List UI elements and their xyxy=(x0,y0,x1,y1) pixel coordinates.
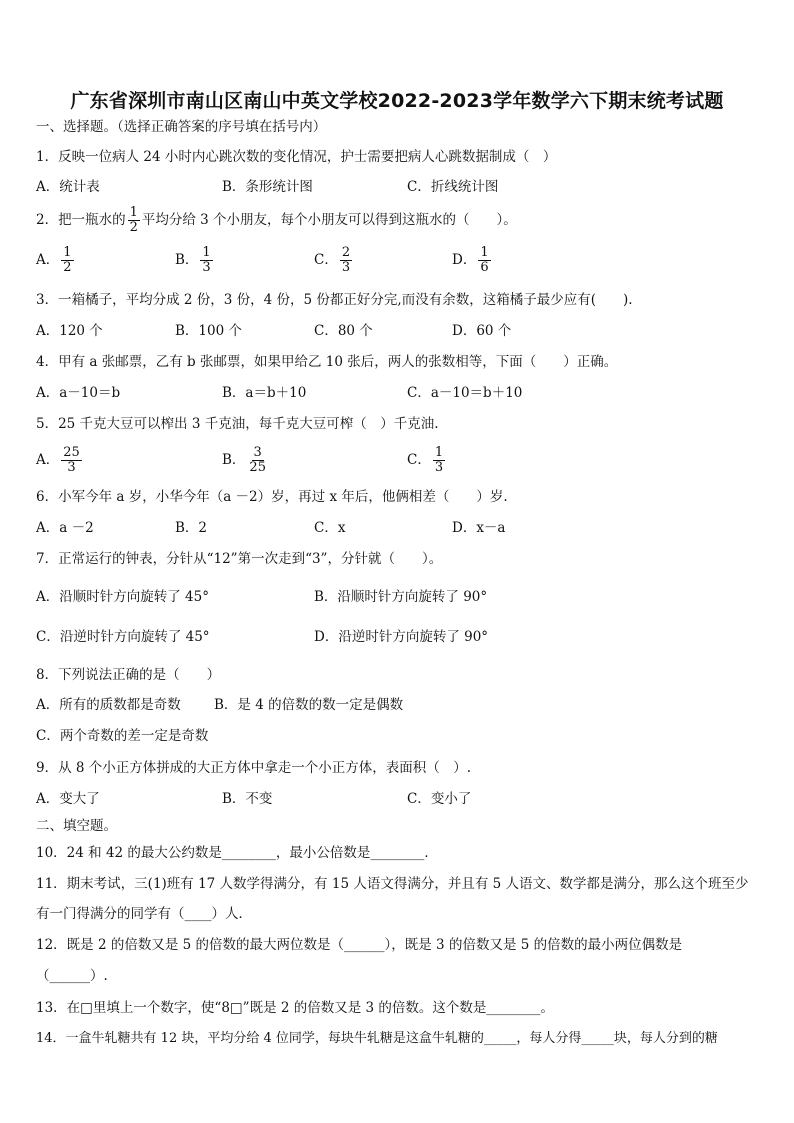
q2-option-b xyxy=(175,246,215,275)
q2-d-num: 1 xyxy=(480,245,489,260)
q4-option-c: C．a－10＝b＋10 xyxy=(407,385,523,401)
q4-option-b: B．a＝b＋10 xyxy=(222,385,307,401)
q1-option-a: A．统计表 xyxy=(36,179,100,195)
section-fill-heading: 二、填空题。 xyxy=(36,818,117,834)
q5-b-label: B． xyxy=(222,452,246,468)
question-8: 8．下列说法正确的是（ ） xyxy=(36,667,221,683)
q2-b-den: 3 xyxy=(202,260,211,275)
q5-b-den: 25 xyxy=(249,460,266,475)
q2-fraction-den: 2 xyxy=(129,220,138,235)
q6-option-c: C．x xyxy=(314,520,346,536)
q2-d-label: D． xyxy=(452,252,477,268)
question-7: 7．正常运行的钟表，分针从“12”第一次走到“3”，分针就（ ）。 xyxy=(36,551,443,567)
q2-c-den: 3 xyxy=(341,260,351,275)
q5-a-den: 3 xyxy=(67,460,76,475)
question-10: 10．24 和 42 的最大公约数是________，最小公倍数是________． xyxy=(36,845,438,861)
q5-option-c xyxy=(407,446,447,475)
q2-d-den: 6 xyxy=(480,260,489,275)
q6-option-d: D．x－a xyxy=(452,520,506,536)
question-11-line1: 11．期末考试，三(1)班有 17 人数学得满分，有 15 人语文得满分，并且有 5 人语文、数学都是满分，那么这个班至少 xyxy=(36,876,749,892)
q2-text-pre: 2．把一瓶水的 xyxy=(36,212,126,228)
q5-b-num: 3 xyxy=(253,445,262,460)
question-5: 5．25 千克大豆可以榨出 3 千克油，每千克大豆可榨（ ）千克油. xyxy=(36,416,439,432)
q5-option-b xyxy=(222,446,270,475)
question-6: 6．小军今年 a 岁，小华今年（a －2）岁，再过 x 年后，他俩相差（ ）岁. xyxy=(36,489,508,505)
q2-fraction xyxy=(128,206,140,235)
q2-a-label: A． xyxy=(36,252,60,268)
q5-c-den: 3 xyxy=(434,460,444,475)
q8-option-c: C．两个奇数的差一定是奇数 xyxy=(36,728,209,744)
q2-option-c xyxy=(314,246,354,275)
q8-option-a: A．所有的质数都是奇数 xyxy=(36,697,181,713)
q9-option-c: C．变小了 xyxy=(407,791,472,807)
question-12-line1: 12．既是 2 的倍数又是 5 的倍数的最大两位数是（______），既是 3 的倍数又是 5 的倍数的最小两位偶数是 xyxy=(36,937,683,953)
q7-option-a: A．沿顺时针方向旋转了 45° xyxy=(36,589,209,605)
q4-option-a: A．a－10＝b xyxy=(36,385,121,401)
question-1: 1．反映一位病人 24 小时内心跳次数的变化情况，护士需要把病人心跳数据制成（ ） xyxy=(36,149,557,165)
page-title: 广东省深圳市南山区南山中英文学校2022-2023学年数学六下期末统考试题 xyxy=(70,90,724,112)
q2-a-num: 1 xyxy=(63,245,72,260)
q5-a-num: 25 xyxy=(63,445,80,460)
section-choice-heading: 一、选择题。（选择正确答案的序号填在括号内） xyxy=(36,119,327,135)
q2-c-num: 2 xyxy=(341,245,351,260)
q6-option-b: B．2 xyxy=(175,520,208,536)
q6-option-a: A．a －2 xyxy=(36,520,94,536)
question-12-line2: （______）. xyxy=(36,968,108,984)
q1-option-b: B．条形统计图 xyxy=(222,179,313,195)
q7-option-c: C．沿逆时针方向旋转了 45° xyxy=(36,629,210,645)
q2-option-a xyxy=(36,246,76,275)
q1-option-c: C．折线统计图 xyxy=(407,179,499,195)
q3-option-c: C．80 个 xyxy=(314,323,373,339)
q3-option-b: B．100 个 xyxy=(175,323,242,339)
q9-option-b: B．不变 xyxy=(222,791,273,807)
question-3: 3．一箱橘子，平均分成 2 份，3 份，4 份，5 份都正好分完,而没有余数，这箱橘子最少应有( ). xyxy=(36,292,633,308)
question-2 xyxy=(36,206,517,235)
q2-b-label: B． xyxy=(175,252,199,268)
q2-fraction-num: 1 xyxy=(129,205,138,220)
q2-option-d xyxy=(452,246,493,275)
q7-option-b: B．沿顺时针方向旋转了 90° xyxy=(314,589,488,605)
question-14: 14．一盒牛轧糖共有 12 块，平均分给 4 位同学，每块牛轧糖是这盒牛轧糖的_____，每人分得_____块，每人分到的糖 xyxy=(36,1031,718,1046)
question-13: 13．在□里填上一个数字，使“8□”既是 2 的倍数又是 3 的倍数。这个数是________。 xyxy=(36,1000,554,1016)
q5-option-a xyxy=(36,446,84,475)
q9-option-a: A．变大了 xyxy=(36,791,100,807)
q3-option-a: A．120 个 xyxy=(36,323,103,339)
q8-option-b: B．是 4 的倍数的数一定是偶数 xyxy=(214,697,404,713)
q2-a-den: 2 xyxy=(63,260,72,275)
question-9: 9．从 8 个小正方体拼成的大正方体中拿走一个小正方体，表面积（ ）. xyxy=(36,760,472,776)
question-4: 4．甲有 a 张邮票，乙有 b 张邮票，如果甲给乙 10 张后，两人的张数相等，下面（ ）正确。 xyxy=(36,354,618,370)
q5-a-label: A． xyxy=(36,452,60,468)
q2-b-num: 1 xyxy=(202,245,211,260)
q3-option-d: D．60 个 xyxy=(452,323,512,339)
question-11-line2: 有一门得满分的同学有（____）人． xyxy=(36,906,252,922)
q5-c-num: 1 xyxy=(434,445,444,460)
q2-c-label: C． xyxy=(314,252,338,268)
q7-option-d: D．沿逆时针方向旋转了 90° xyxy=(314,629,489,645)
q2-text-post: 平均分给 3 个小朋友，每个小朋友可以得到这瓶水的（ ）。 xyxy=(141,212,517,228)
q5-c-label: C． xyxy=(407,452,431,468)
